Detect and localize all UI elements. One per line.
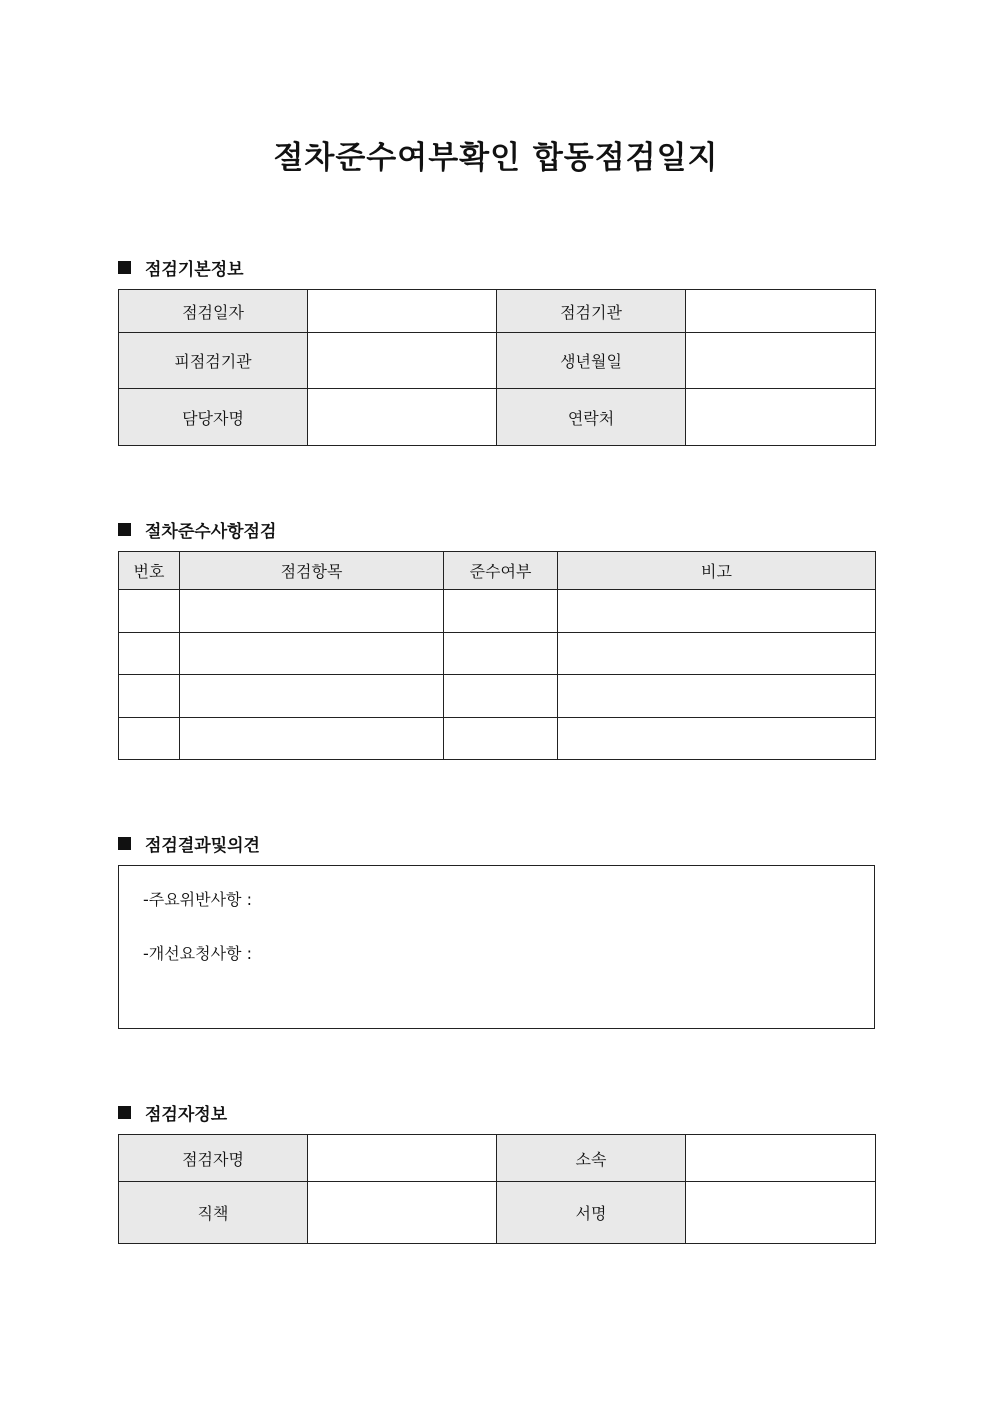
cell-remarks[interactable]	[558, 633, 876, 675]
square-bullet-icon	[118, 837, 131, 850]
table-row	[119, 718, 876, 760]
square-bullet-icon	[118, 1106, 131, 1119]
square-bullet-icon	[118, 261, 131, 274]
table-row	[119, 633, 876, 675]
section-heading-inspector	[118, 1100, 227, 1125]
position-field[interactable]	[308, 1182, 497, 1244]
position-label: 직책	[119, 1182, 308, 1244]
contact-person-label: 담당자명	[119, 389, 308, 446]
col-header-compliance: 준수여부	[444, 552, 558, 590]
contact-person-field[interactable]	[308, 389, 497, 446]
cell-compliance[interactable]	[444, 675, 558, 718]
birth-date-label: 생년월일	[497, 333, 686, 389]
compliance-table	[118, 551, 876, 760]
col-header-item: 점검항목	[180, 552, 444, 590]
basic-info-table	[118, 289, 876, 446]
cell-item[interactable]	[180, 633, 444, 675]
table-row	[119, 1182, 876, 1244]
square-bullet-icon	[118, 523, 131, 536]
cell-number[interactable]	[119, 633, 180, 675]
affiliation-label: 소속	[497, 1135, 686, 1182]
inspector-table	[118, 1134, 876, 1244]
section-heading-results	[118, 831, 260, 856]
page-title: 절차준수여부확인 합동점검일지	[273, 140, 719, 176]
improvements-label: -개선요청사항 :	[143, 944, 252, 963]
phone-field[interactable]	[686, 389, 876, 446]
cell-remarks[interactable]	[558, 590, 876, 633]
table-row	[119, 590, 876, 633]
affiliation-field[interactable]	[686, 1135, 876, 1182]
birth-date-field[interactable]	[686, 333, 876, 389]
inspection-date-label: 점검일자	[119, 290, 308, 333]
inspection-agency-label: 점검기관	[497, 290, 686, 333]
cell-number[interactable]	[119, 718, 180, 760]
cell-compliance[interactable]	[444, 590, 558, 633]
section-heading-compliance	[118, 517, 276, 542]
section-heading-label: 점검결과및의견	[145, 836, 260, 856]
signature-field[interactable]	[686, 1182, 876, 1244]
cell-item[interactable]	[180, 675, 444, 718]
results-opinion-box[interactable]	[118, 865, 875, 1029]
section-heading-label: 절차준수사항점검	[145, 522, 277, 542]
cell-compliance[interactable]	[444, 633, 558, 675]
inspection-date-field[interactable]	[308, 290, 497, 333]
cell-item[interactable]	[180, 590, 444, 633]
col-header-remarks: 비고	[558, 552, 876, 590]
section-heading-basic-info	[118, 255, 244, 280]
inspector-name-label: 점검자명	[119, 1135, 308, 1182]
inspected-agency-label: 피점검기관	[119, 333, 308, 389]
cell-remarks[interactable]	[558, 675, 876, 718]
table-row	[119, 389, 876, 446]
cell-number[interactable]	[119, 590, 180, 633]
cell-number[interactable]	[119, 675, 180, 718]
col-header-number: 번호	[119, 552, 180, 590]
cell-item[interactable]	[180, 718, 444, 760]
cell-remarks[interactable]	[558, 718, 876, 760]
cell-compliance[interactable]	[444, 718, 558, 760]
table-header-row	[119, 552, 876, 590]
violations-label: -주요위반사항 :	[143, 890, 252, 909]
inspection-agency-field[interactable]	[686, 290, 876, 333]
signature-label: 서명	[497, 1182, 686, 1244]
section-heading-label: 점검자정보	[145, 1105, 228, 1125]
table-row	[119, 1135, 876, 1182]
inspector-name-field[interactable]	[308, 1135, 497, 1182]
table-row	[119, 333, 876, 389]
section-heading-label: 점검기본정보	[145, 260, 244, 280]
table-row	[119, 290, 876, 333]
table-row	[119, 675, 876, 718]
inspected-agency-field[interactable]	[308, 333, 497, 389]
phone-label: 연락처	[497, 389, 686, 446]
